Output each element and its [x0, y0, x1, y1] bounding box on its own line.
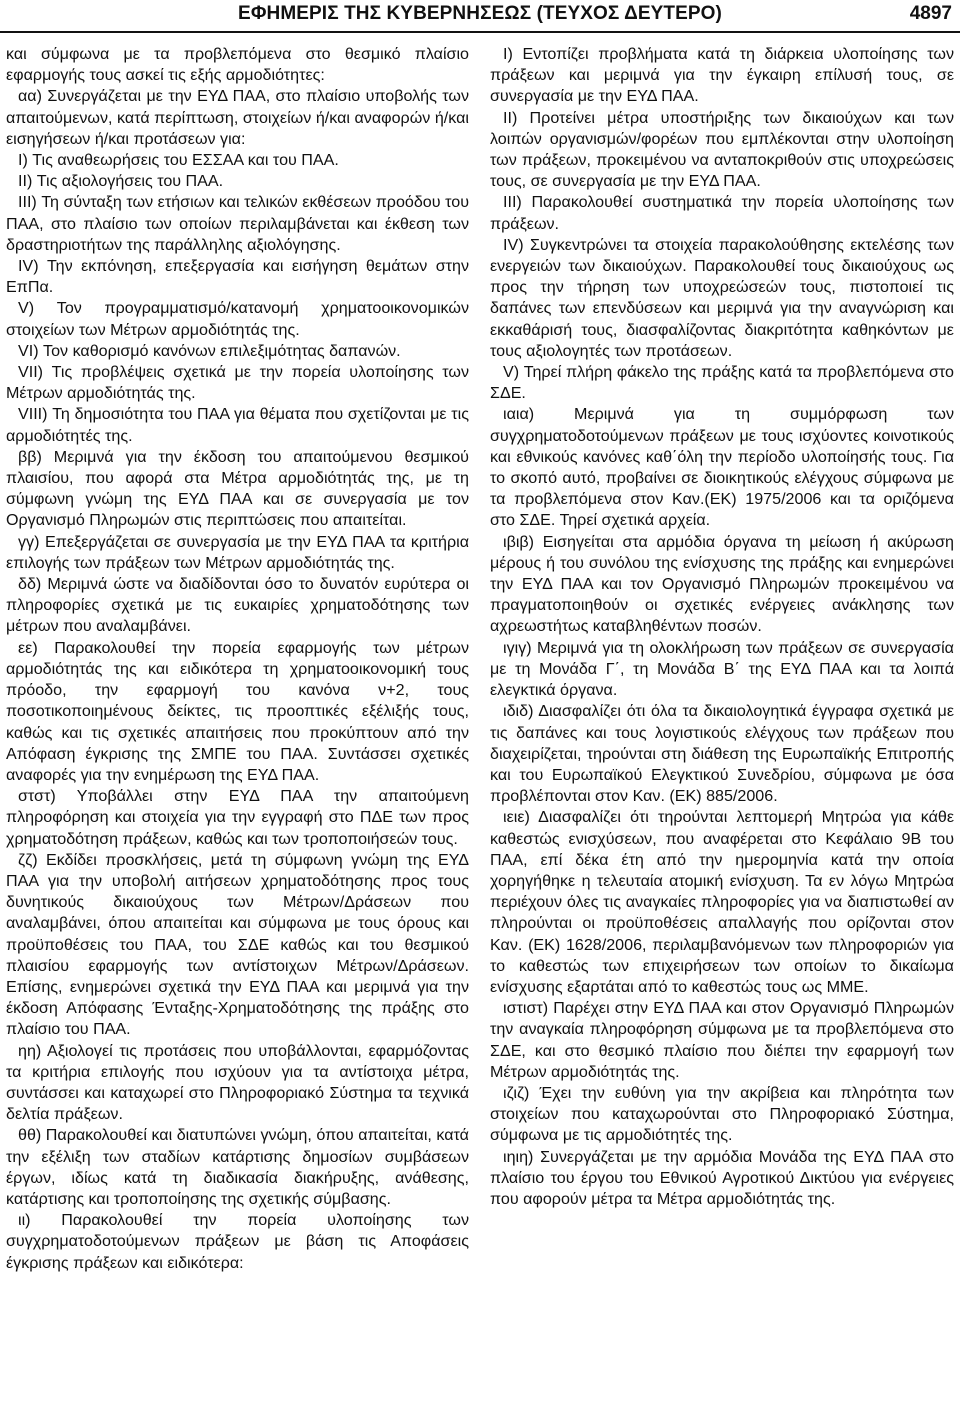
gazette-title: ΕΦΗΜΕΡΙΣ ΤΗΣ ΚΥΒΕΡΝΗΣΕΩΣ (ΤΕΥΧΟΣ ΔΕΥΤΕΡΟ) — [238, 3, 722, 24]
paragraph: ιστιστ) Παρέχει στην ΕΥΔ ΠΑΑ και στον Οργανισμό Πληρωμών την αναγκαία πληροφόρηση σύμφωνα με τα προβλεπόμενα στο ΣΔΕ, και στο θεσμικό πλαίσιο που διέπει την εφαρμογή των Μέτρων αρμοδιότητάς της. — [490, 999, 954, 1081]
paragraph: VI) Τον καθορισμό κανόνων επιλεξιμότητας δαπανών. — [18, 341, 401, 360]
paragraph: στστ) Υποβάλλει στην ΕΥΔ ΠΑΑ την απαιτούμενη πληροφόρηση και στοιχεία για την εγγραφή στο ΠΔΕ των προς χρηματοδότηση πράξεων, καθώς και των τροποποιήσεών τους. — [6, 787, 469, 848]
paragraph: II) Προτείνει μέτρα υποστήριξης των δικαιούχων και των λοιπών οργανισμών/φορέων που εμπλέκονται στην υλοποίηση των πράξεων, προκειμένου να ανταποκριθούν στις υποχρεώσεις τους, σε συνεργασία με την ΕΥΔ ΠΑΑ. — [490, 108, 954, 191]
paragraph: ιδιδ) Διασφαλίζει ότι όλα τα δικαιολογητικά έγγραφα σχετικά με τις δαπάνες και τους λογιστικούς ελέγχους των πράξεων που διαχειρίζεται, τηρούνται στη διάθεση της Ευρωπαϊκής Επιτροπής και του Ευρωπαϊκού Ελεγκτικού Συνεδρίου, σύμφωνα με όσα προβλέπονται στον Καν. (ΕΚ) 885/2006. — [490, 702, 954, 806]
paragraph: ιειε) Διασφαλίζει ότι τηρούνται λεπτομερή Μητρώα για κάθε καθεστώς ενισχύσεων, που αναφέρεται στο Κεφάλαιο 9Β του ΠΑΑ, επί δέκα έτη από την ημερομηνία κατά την οποία χορηγήθηκε η τελευταία ατομική ενίσχυση. Τα εν λόγω Μητρώα περιέχουν όλες τις αναγκαίες πληροφορίες για να διαπιστωθεί αν πληρούνται οι προϋποθέσεις απαλλαγής που ορίζονται στον Καν. (ΕΚ) 1628/2006, περιλαμβανόμενων των πληροφοριών για το καθεστώς των επιχειρήσεων των οποίων το δικαίωμα ενίσχυσης εξαρτάται από το καθεστώς τους ως ΜΜΕ. — [490, 808, 954, 996]
paragraph: αα) Συνεργάζεται με την ΕΥΔ ΠΑΑ, στο πλαίσιο υποβολής των απαιτούμενων, κατά περίπτωση, στοιχείων ή/και αναφορών ή/και εισηγήσεων ή/και προτάσεων για: — [6, 87, 469, 148]
paragraph: ιι) Παρακολουθεί την πορεία υλοποίησης των συγχρηματοδοτούμενων πράξεων με βάση τις Αποφάσεις έγκρισης πράξεων και ειδικότερα: — [6, 1211, 469, 1272]
paragraph: δδ) Μεριμνά ώστε να διαδίδονται όσο το δυνατόν ευρύτερα οι πληροφορίες σχετικά με τις ευκαιρίες χρηματοδότησης των μέτρων που αναλαμβάνει. — [6, 575, 469, 636]
paragraph: III) Τη σύνταξη των ετήσιων και τελικών εκθέσεων προόδου του ΠΑΑ, στο πλαίσιο των οποίων περιλαμβάνεται και έκθεση των δραστηριοτήτων της παράλληλης αξιολόγησης. — [6, 193, 469, 254]
paragraph: εε) Παρακολουθεί την πορεία εφαρμογής των μέτρων αρμοδιότητάς της και ειδικότερα τη χρηματοοικονομική τους πρόοδο, την εφαρμογή του κανόνα ν+2, τους ποσοτικοποιημένους δείκτες, τις προοπτικές εξέλιξής τους, καθώς και τις σχετικές απαιτήσεις που προκύπτουν από την Απόφαση έγκρισης της ΣΜΠΕ του ΠΑΑ. Συντάσσει σχετικές αναφορές για την ενημέρωση της ΕΥΔ ΠΑΑ. — [6, 638, 469, 784]
paragraph: ββ) Μεριμνά για την έκδοση του απαιτούμενου θεσμικού πλαισίου, που αφορά στα Μέτρα αρμοδιότητάς της, με τη σύμφωνη γνώμη της ΕΥΔ ΠΑΑ και σε συνεργασία με τον Οργανισμό Πληρωμών στις περιπτώσεις που απαιτείται. — [6, 447, 469, 530]
paragraph: και σύμφωνα με τα προβλεπόμενα στο θεσμικό πλαίσιο εφαρμογής τους ασκεί τις εξής αρμοδιότητες: — [6, 45, 469, 85]
paragraph: ιζιζ) Έχει την ευθύνη για την ακρίβεια και πληρότητα των στοιχείων που καταχωρούνται στο Πληροφοριακό Σύστημα, σύμφωνα με τις αρμοδιότητές της. — [490, 1083, 954, 1145]
paragraph: III) Παρακολουθεί συστηματικά την πορεία υλοποίησης των πράξεων. — [490, 193, 954, 233]
page-header — [0, 0, 960, 34]
paragraph: ιαια) Μεριμνά για τη συμμόρφωση των συγχρηματοδοτούμενων πράξεων με τους ισχύοντες κοινοτικούς και εθνικούς κανόνες καθ΄όλη την περίοδο υλοποίησής τους. Για το σκοπό αυτό, προβαίνει σε διοικητικούς ελέγχους σύμφωνα με τα προβλεπόμενα στον Καν.(ΕΚ) 1975/2006 και τα οριζόμενα στο ΣΔΕ. Τηρεί σχετικά αρχεία. — [490, 405, 954, 530]
paragraph: V) Τηρεί πλήρη φάκελο της πράξης κατά τα προβλεπόμενα στο ΣΔΕ. — [490, 363, 954, 403]
paragraph: ηη) Αξιολογεί τις προτάσεις που υποβάλλονται, εφαρμόζοντας τα κριτήρια επιλογής που ισχύουν για τα αντίστοιχα μέτρα, συντάσσει και καταχωρεί στο Πληροφοριακό Σύστημα τα τεχνικά δελτία πράξεων. — [6, 1041, 469, 1124]
paragraph: θθ) Παρακολουθεί και διατυπώνει γνώμη, όπου απαιτείται, κατά την εξέλιξη των σταδίων κατάρτισης δημοσίων συμβάσεων έργων, ιδίως κατά τη διαδικασία διακήρυξης, ανάθεσης, κατάρτισης και τροποποίησης της σχετικής σύμβασης. — [6, 1126, 469, 1208]
paragraph: ζζ) Εκδίδει προσκλήσεις, μετά τη σύμφωνη γνώμη της ΕΥΔ ΠΑΑ για την υποβολή αιτήσεων χρηματοδότησης προς τους δυνητικούς δικαιούχους των Μέτρων/Δράσεων που αναλαμβάνει, όπου απαιτείται και σύμφωνα με τους όρους και προϋποθέσεις του ΠΑΑ, του ΣΔΕ καθώς και του θεσμικού πλαισίου εφαρμογής των αντίστοιχων Μέτρων/Δράσεων. Επίσης, ενημερώνει σχετικά την ΕΥΔ ΠΑΑ και μεριμνά για την έκδοση Απόφασης Ένταξης-Χρηματοδότησης της πράξης στο πλαίσιο του ΠΑΑ. — [6, 850, 469, 1039]
paragraph: I) Τις αναθεωρήσεις του ΕΣΣΑΑ και του ΠΑΑ. — [18, 151, 339, 170]
paragraph: V) Τον προγραμματισμό/κατανομή χρηματοοικονομικών στοιχείων των Μέτρων αρμοδιότητάς της. — [6, 299, 469, 339]
paragraph: II) Τις αξιολογήσεις του ΠΑΑ. — [18, 172, 224, 191]
header-rule — [0, 31, 960, 33]
paragraph: ιγιγ) Μεριμνά για τη ολοκλήρωση των πράξεων σε συνεργασία με τη Μονάδα Γ΄, τη Μονάδα Β΄ της ΕΥΔ ΠΑΑ και τα λοιπά ελεγκτικά όργανα. — [490, 638, 954, 700]
paragraph: I) Εντοπίζει προβλήματα κατά τη διάρκεια υλοποίησης των πράξεων και μεριμνά για την έγκαιρη επίλυσή τους, σε συνεργασία με την ΕΥΔ ΠΑΑ. — [490, 45, 954, 106]
right-column — [490, 44, 954, 1210]
page-number: 4897 — [909, 3, 952, 24]
left-column — [6, 44, 469, 1274]
paragraph: ιηιη) Συνεργάζεται με την αρμόδια Μονάδα της ΕΥΔ ΠΑΑ στο πλαίσιο του έργου του Εθνικού Αγροτικού Δικτύου για ενέργειες που αφορούν μέτρα τα Μέτρα αρμοδιότητάς της. — [490, 1147, 954, 1208]
paragraph: ιβιβ) Εισηγείται στα αρμόδια όργανα τη μείωση ή ακύρωση μέρους ή του συνόλου της ενίσχυσης της πράξης και ενημερώνει την ΕΥΔ ΠΑΑ και τον Οργανισμό Πληρωμών προκειμένου να πραγματοποιηθούν οι σχετικές ενέργειες ανάκλησης των αχρεωστήτως καταβληθέντων ποσών. — [490, 532, 954, 636]
paragraph: IV) Συγκεντρώνει τα στοιχεία παρακολούθησης εκτελέσης των ενεργειών των δικαιούχων. Παρακολουθεί τους δικαιούχους ως προς την τήρηση των υποχρεώσεών τους, πιστοποιεί τις δαπάνες των επενδύσεων και μεριμνά για την αναγνώριση και εκκαθάρισή τους, διασφαλίζοντας διακριτότητα καθηκόντων με τους αξιολογητές των προτάσεων. — [490, 235, 954, 360]
paragraph: IV) Την εκπόνηση, επεξεργασία και εισήγηση θεμάτων στην ΕπΠα. — [6, 257, 469, 297]
paragraph: VIII) Τη δημοσιότητα του ΠΑΑ για θέματα που σχετίζονται με τις αρμοδιότητές της. — [6, 405, 469, 445]
paragraph: VII) Τις προβλέψεις σχετικά με την πορεία υλοποίησης των Μέτρων αρμοδιότητάς της. — [6, 363, 469, 403]
paragraph: γγ) Επεξεργάζεται σε συνεργασία με την ΕΥΔ ΠΑΑ τα κριτήρια επιλογής των πράξεων των Μέτρων αρμοδιότητάς της. — [6, 532, 469, 572]
